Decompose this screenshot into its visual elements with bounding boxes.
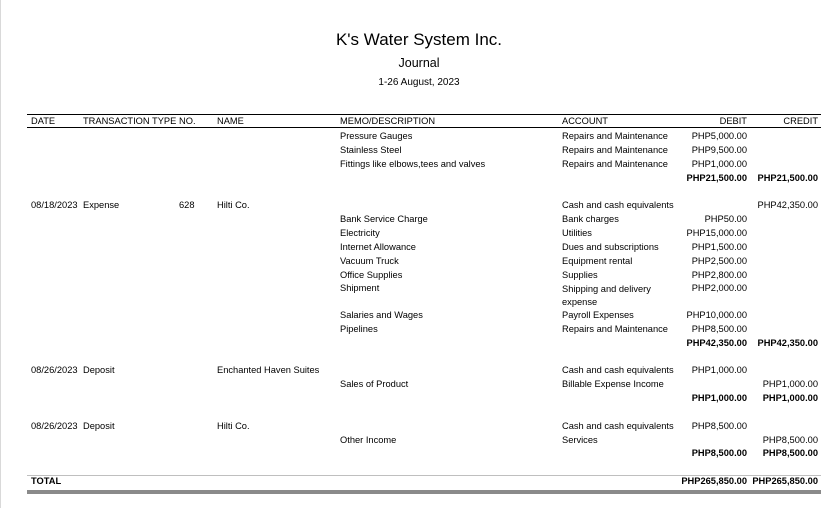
- line-credit: PHP8,500.00: [762, 435, 818, 445]
- txn-name: Enchanted Haven Suites: [217, 365, 320, 375]
- line-debit: PHP8,500.00: [691, 324, 747, 334]
- report-title: Journal: [398, 56, 440, 70]
- txn-type[interactable]: Deposit: [83, 421, 115, 431]
- total-label: TOTAL: [31, 476, 62, 486]
- line-memo: Pipelines: [340, 324, 378, 334]
- group-total-debit: PHP1,000.00: [691, 393, 747, 403]
- line-account: Repairs and Maintenance: [562, 159, 668, 169]
- line-debit: PHP15,000.00: [686, 228, 747, 238]
- grand-total-debit: PHP265,850.00: [681, 476, 747, 486]
- line-memo: Vacuum Truck: [340, 256, 399, 266]
- line-account: Equipment rental: [562, 256, 633, 266]
- col-header-memo[interactable]: MEMO/DESCRIPTION: [340, 116, 436, 126]
- txn-name: Hilti Co.: [217, 421, 250, 431]
- line-memo: Salaries and Wages: [340, 310, 423, 320]
- txn-no: 628: [179, 200, 195, 210]
- line-account: Repairs and Maintenance: [562, 145, 668, 155]
- line-debit: PHP8,500.00: [691, 421, 747, 431]
- line-credit: PHP42,350.00: [757, 200, 818, 210]
- line-debit: PHP2,500.00: [691, 256, 747, 266]
- line-memo: Office Supplies: [340, 270, 403, 280]
- line-account: Repairs and Maintenance: [562, 131, 668, 141]
- line-debit: PHP10,000.00: [686, 310, 747, 320]
- company-name: K's Water System Inc.: [335, 30, 503, 49]
- line-account: Shipping and delivery expense: [562, 284, 651, 307]
- txn-type[interactable]: Expense: [83, 200, 120, 210]
- line-account: Supplies: [562, 270, 598, 280]
- line-credit: PHP1,000.00: [762, 379, 818, 389]
- col-header-credit[interactable]: CREDIT: [783, 116, 818, 126]
- line-memo: Other Income: [340, 435, 397, 445]
- line-memo: Fittings like elbows,tees and valves: [340, 159, 486, 169]
- line-memo: Sales of Product: [340, 379, 409, 389]
- group-total-debit: PHP42,350.00: [686, 338, 747, 348]
- group-total-credit: PHP8,500.00: [762, 448, 818, 458]
- line-debit: PHP1,000.00: [691, 365, 747, 375]
- col-header-transaction-type[interactable]: TRANSACTION TYPE: [83, 116, 177, 126]
- line-debit: PHP1,000.00: [691, 159, 747, 169]
- line-account: Dues and subscriptions: [562, 242, 659, 252]
- line-memo: Shipment: [340, 283, 380, 293]
- col-header-date[interactable]: DATE: [31, 116, 56, 126]
- line-memo: Stainless Steel: [340, 145, 402, 155]
- group-total-debit: PHP8,500.00: [691, 448, 747, 458]
- line-debit: PHP50.00: [704, 214, 747, 224]
- txn-name: Hilti Co.: [217, 200, 250, 210]
- line-account: Cash and cash equivalents: [562, 200, 674, 210]
- line-account: Billable Expense Income: [562, 379, 664, 389]
- txn-date: 08/26/2023: [31, 365, 78, 375]
- group-total-credit: PHP42,350.00: [757, 338, 818, 348]
- group-total-debit: PHP21,500.00: [686, 173, 747, 183]
- line-account: Payroll Expenses: [562, 310, 634, 320]
- line-account: Services: [562, 435, 598, 445]
- col-header-account[interactable]: ACCOUNT: [562, 116, 608, 126]
- report-period: 1-26 August, 2023: [378, 77, 460, 88]
- header-top-rule: [27, 114, 821, 115]
- line-debit: PHP2,800.00: [691, 270, 747, 280]
- line-account: Utilities: [562, 228, 592, 238]
- line-account: Repairs and Maintenance: [562, 324, 668, 334]
- line-account: Cash and cash equivalents: [562, 421, 674, 431]
- col-header-debit[interactable]: DEBIT: [719, 116, 747, 126]
- grand-total-credit: PHP265,850.00: [752, 476, 818, 486]
- txn-date: 08/18/2023: [31, 200, 78, 210]
- line-debit: PHP5,000.00: [691, 131, 747, 141]
- line-debit: PHP2,000.00: [691, 283, 747, 293]
- group-total-credit: PHP21,500.00: [757, 173, 818, 183]
- line-memo: Bank Service Charge: [340, 214, 428, 224]
- line-account: Cash and cash equivalents: [562, 365, 674, 375]
- line-account: Bank charges: [562, 214, 619, 224]
- line-memo: Internet Allowance: [340, 242, 416, 252]
- group-total-credit: PHP1,000.00: [762, 393, 818, 403]
- line-debit: PHP1,500.00: [691, 242, 747, 252]
- col-header-no[interactable]: NO.: [179, 116, 196, 126]
- line-debit: PHP9,500.00: [691, 145, 747, 155]
- line-memo: Electricity: [340, 228, 380, 238]
- txn-date: 08/26/2023: [31, 421, 78, 431]
- header-bottom-rule: [27, 127, 821, 128]
- total-bottom-rule: [27, 490, 821, 494]
- col-header-name[interactable]: NAME: [217, 116, 244, 126]
- line-memo: Pressure Gauges: [340, 131, 413, 141]
- txn-type[interactable]: Deposit: [83, 365, 115, 375]
